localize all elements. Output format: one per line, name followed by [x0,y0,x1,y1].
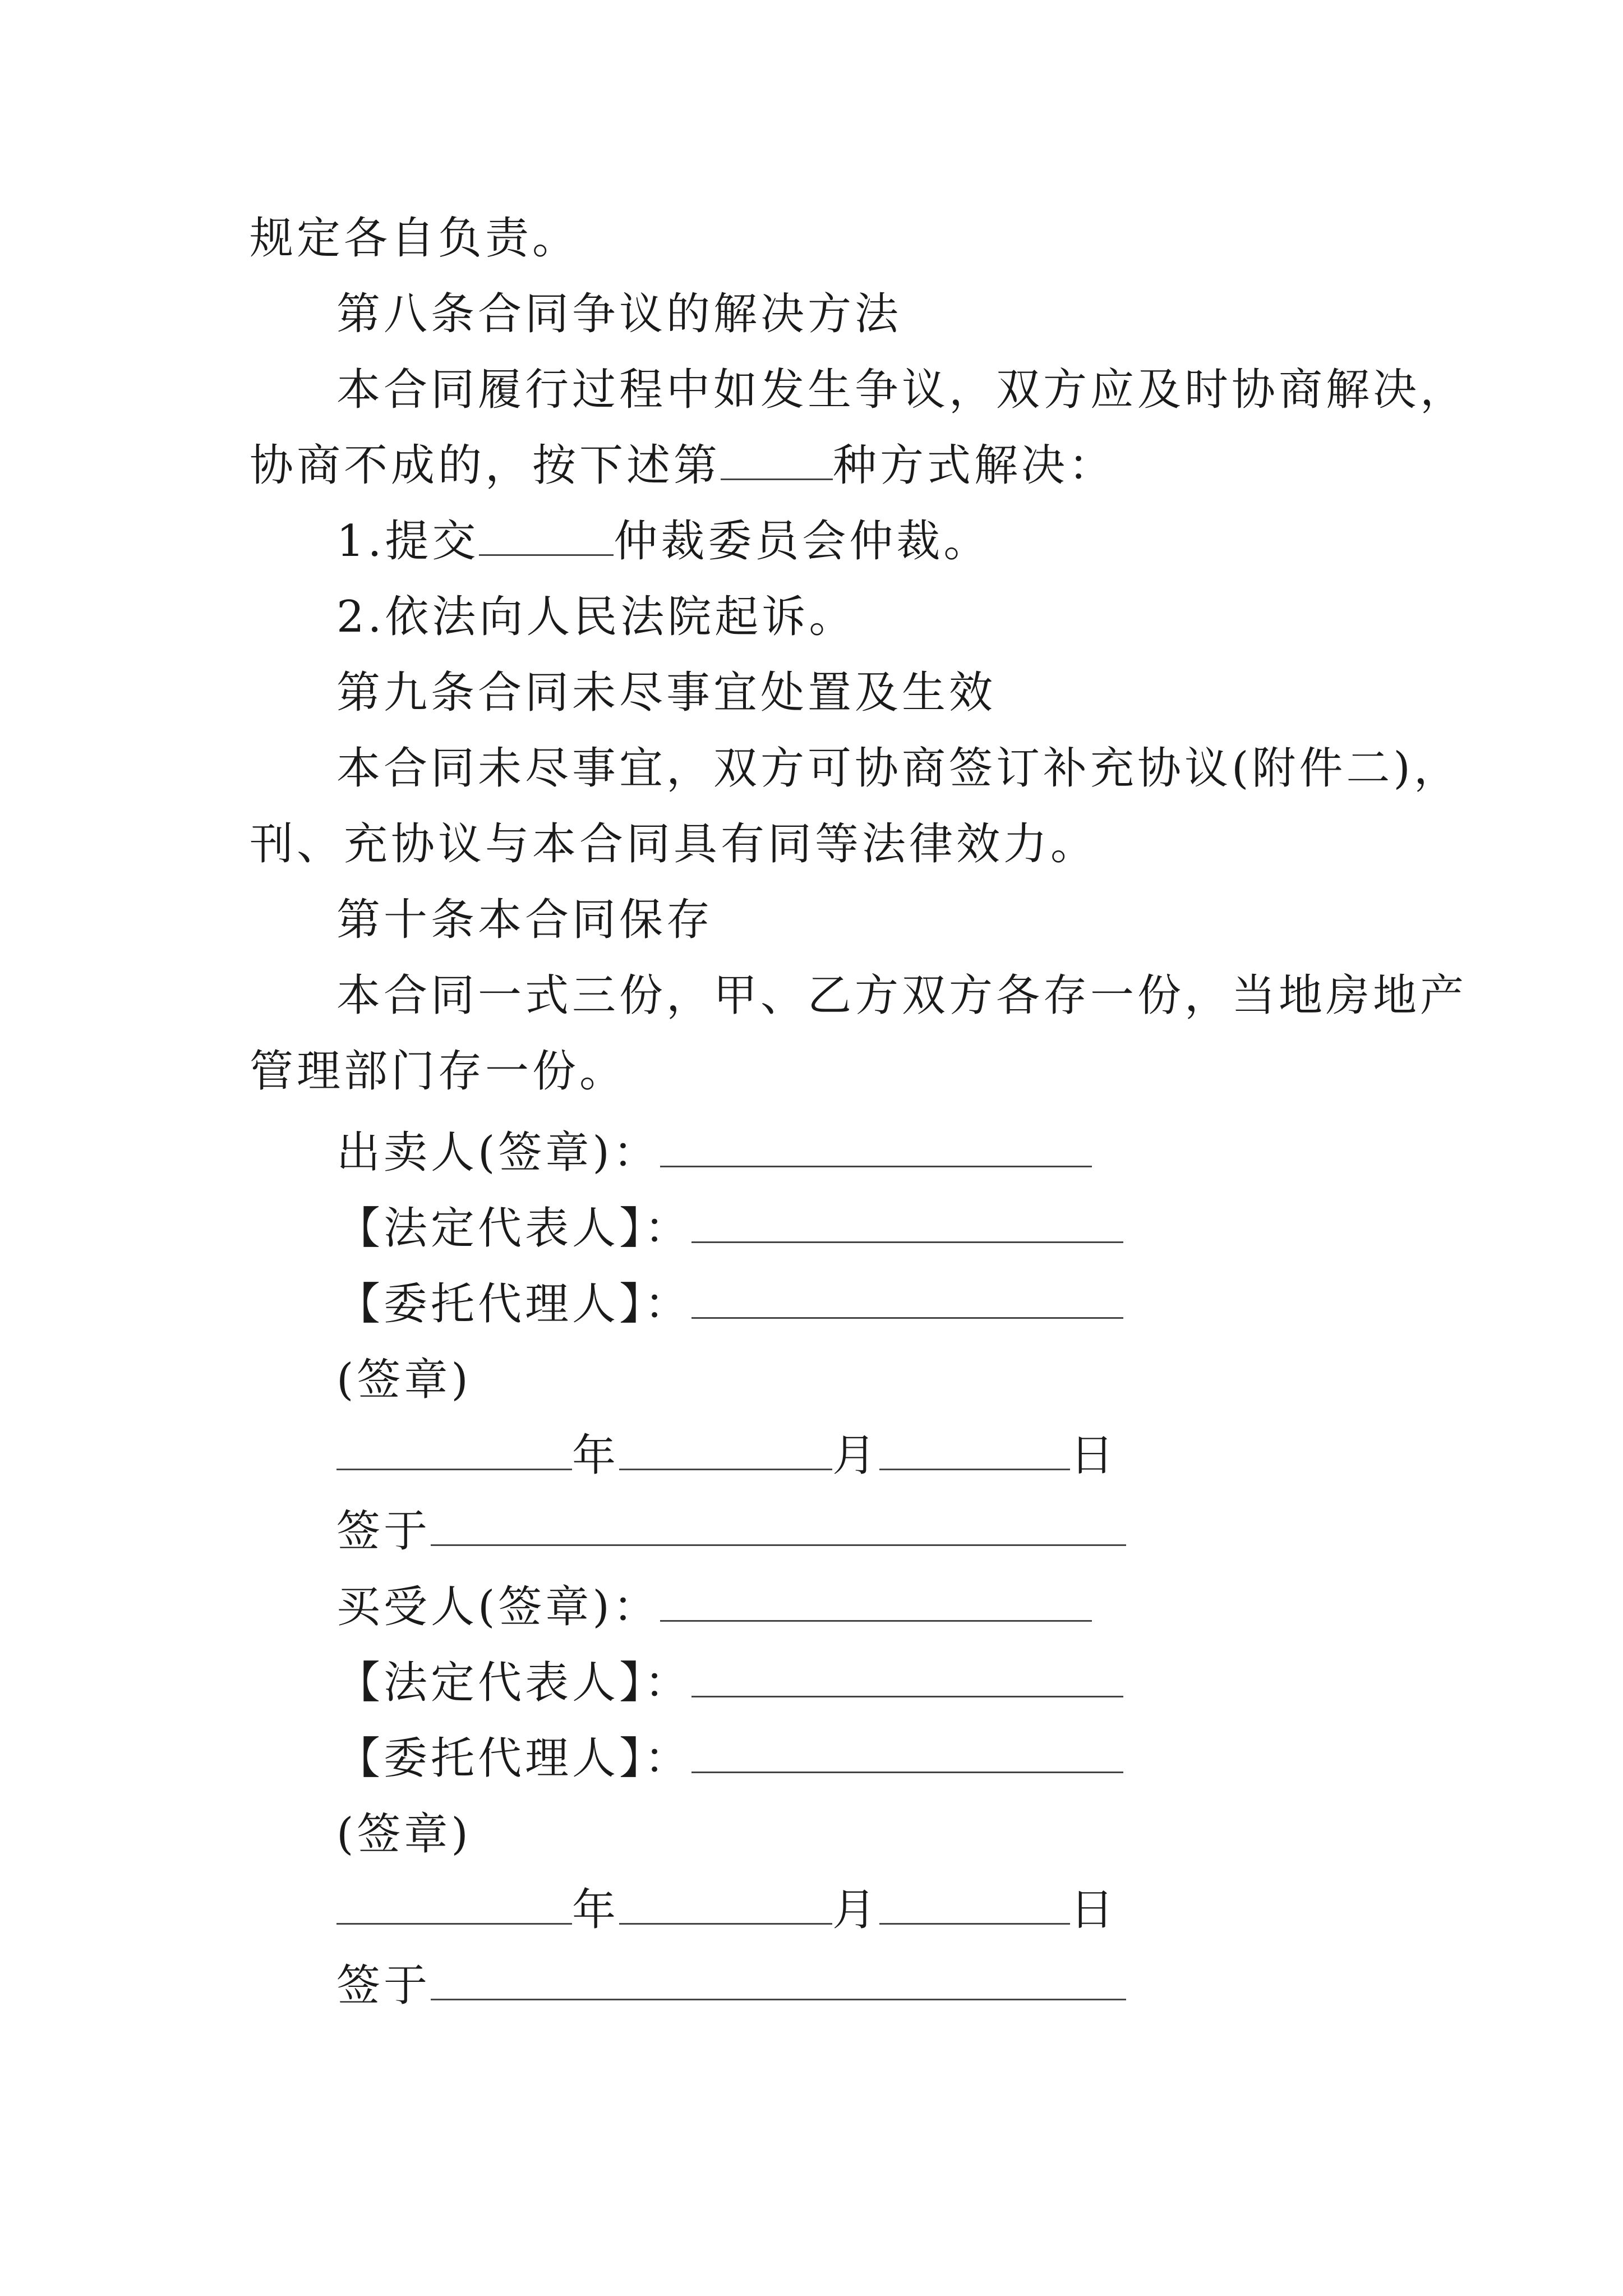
month-label: 月 [832,1885,880,1935]
paragraph-line: 规定各自负责。 [250,213,580,264]
buyer-agent-label: 【委托代理人】： [336,1733,692,1784]
buyer-signature-field[interactable] [660,1580,1092,1622]
buyer-signed-at-label: 签于 [336,1961,431,2011]
seller-signed-at-row [336,1501,1126,1562]
buyer-signer-row [336,1576,1092,1638]
text-segment: 仲裁委员会仲裁。 [614,516,991,567]
month-label: 月 [832,1430,880,1481]
day-label: 日 [1070,1430,1118,1481]
buyer-signed-at-row [336,1955,1126,2017]
buyer-legal-rep-label: 【法定代表人】： [336,1658,692,1708]
seller-signer-row [336,1122,1092,1184]
paragraph-line: 本合同履行过程中如发生争议，双方应及时协商解决， [336,365,1468,415]
paragraph-line [250,435,1115,496]
paragraph-line: 刊、充协议与本合同具有同等法律效力。 [250,819,1098,869]
seller-day-field[interactable] [879,1428,1070,1470]
seller-seal-label: (签章) [336,1355,472,1405]
section-heading-article-8: 第八条合同争议的解决方法 [336,289,902,339]
section-heading-article-9: 第九条合同未尽事宜处置及生效 [336,668,997,718]
seller-year-field[interactable] [336,1428,572,1470]
year-label: 年 [572,1430,620,1481]
list-item-arbitration [336,510,990,572]
section-heading-article-10: 第十条本合同保存 [336,895,714,945]
seller-agent-field[interactable] [691,1277,1123,1319]
fill-in-blank[interactable] [479,514,614,556]
paragraph-line: 管理部门存一份。 [250,1046,627,1097]
text-segment: 协商不成的，按下述第 [250,440,721,491]
buyer-month-field[interactable] [619,1883,832,1925]
seller-signature-field[interactable] [660,1125,1092,1167]
seller-month-field[interactable] [619,1428,832,1470]
seller-signed-at-label: 签于 [336,1506,431,1557]
buyer-legal-rep-field[interactable] [691,1655,1123,1697]
text-segment: 种方式解决： [833,440,1116,491]
buyer-year-field[interactable] [336,1883,572,1925]
buyer-legal-rep-row [336,1652,1123,1714]
buyer-signer-label: 买受人(签章)： [336,1582,660,1632]
text-segment: 1.提交 [336,516,479,567]
buyer-day-field[interactable] [879,1883,1070,1925]
year-label: 年 [572,1885,620,1935]
buyer-date-row [336,1879,1117,1941]
paragraph-line: 本合同未尽事宜，双方可协商签订补充协议(附件二)， [336,743,1461,794]
paragraph-line: 本合同一式三份，甲、乙方双方各存一份，当地房地产 [336,970,1468,1021]
seller-legal-rep-label: 【法定代表人】： [336,1203,692,1254]
seller-agent-row [336,1273,1123,1335]
seller-legal-rep-field[interactable] [691,1201,1123,1243]
seller-date-row [336,1425,1117,1487]
buyer-agent-field[interactable] [691,1731,1123,1773]
seller-agent-label: 【委托代理人】： [336,1279,692,1329]
buyer-agent-row [336,1728,1123,1789]
fill-in-blank[interactable] [721,438,833,480]
seller-legal-rep-row [336,1198,1123,1259]
seller-signer-label: 出卖人(签章)： [336,1128,660,1178]
day-label: 日 [1070,1885,1118,1935]
list-item-lawsuit: 2.依法向人民法院起诉。 [336,592,856,642]
buyer-signed-at-field[interactable] [431,1958,1126,2000]
seller-signed-at-field[interactable] [431,1504,1126,1546]
buyer-seal-label: (签章) [336,1809,472,1860]
